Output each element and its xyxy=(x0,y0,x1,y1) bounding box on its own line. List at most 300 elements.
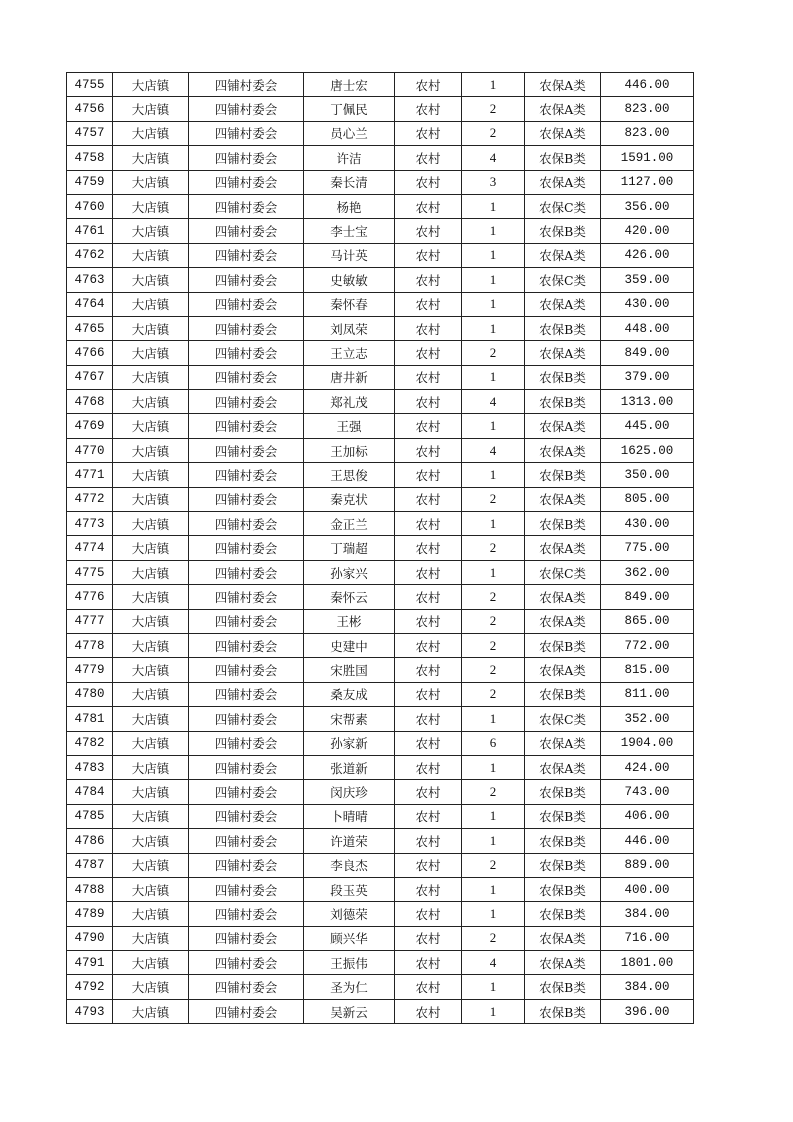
household-type-cell: 农村 xyxy=(395,390,462,414)
household-size-cell: 1 xyxy=(462,292,525,316)
town-cell: 大店镇 xyxy=(113,902,189,926)
amount-cell: 406.00 xyxy=(601,804,694,828)
village-committee-cell: 四铺村委会 xyxy=(189,780,304,804)
village-committee-cell: 四铺村委会 xyxy=(189,585,304,609)
village-committee-cell: 四铺村委会 xyxy=(189,268,304,292)
name-cell: 金正兰 xyxy=(304,512,395,536)
household-type-cell: 农村 xyxy=(395,487,462,511)
insurance-category-cell: 农保B类 xyxy=(525,365,601,389)
insurance-category-cell: 农保A类 xyxy=(525,951,601,975)
household-size-cell: 2 xyxy=(462,487,525,511)
village-committee-cell: 四铺村委会 xyxy=(189,536,304,560)
table-row xyxy=(67,292,694,316)
insurance-category-cell: 农保A类 xyxy=(525,341,601,365)
town-cell: 大店镇 xyxy=(113,755,189,779)
table-row xyxy=(67,414,694,438)
serial-number-cell: 4755 xyxy=(67,73,113,97)
town-cell: 大店镇 xyxy=(113,97,189,121)
serial-number-cell: 4770 xyxy=(67,438,113,462)
amount-cell: 352.00 xyxy=(601,707,694,731)
household-size-cell: 2 xyxy=(462,780,525,804)
town-cell: 大店镇 xyxy=(113,853,189,877)
amount-cell: 430.00 xyxy=(601,292,694,316)
insurance-category-cell: 农保C类 xyxy=(525,560,601,584)
insurance-category-cell: 农保A类 xyxy=(525,97,601,121)
amount-cell: 445.00 xyxy=(601,414,694,438)
insurance-category-cell: 农保C类 xyxy=(525,268,601,292)
town-cell: 大店镇 xyxy=(113,194,189,218)
insurance-category-cell: 农保A类 xyxy=(525,585,601,609)
town-cell: 大店镇 xyxy=(113,316,189,340)
table-row xyxy=(67,999,694,1023)
table-row xyxy=(67,877,694,901)
town-cell: 大店镇 xyxy=(113,438,189,462)
serial-number-cell: 4761 xyxy=(67,219,113,243)
household-size-cell: 1 xyxy=(462,755,525,779)
insurance-category-cell: 农保B类 xyxy=(525,853,601,877)
table-row xyxy=(67,658,694,682)
insurance-category-cell: 农保A类 xyxy=(525,609,601,633)
village-committee-cell: 四铺村委会 xyxy=(189,902,304,926)
household-type-cell: 农村 xyxy=(395,755,462,779)
insurance-category-cell: 农保B类 xyxy=(525,829,601,853)
household-size-cell: 1 xyxy=(462,902,525,926)
table-row xyxy=(67,365,694,389)
village-committee-cell: 四铺村委会 xyxy=(189,292,304,316)
insurance-category-cell: 农保A类 xyxy=(525,536,601,560)
name-cell: 员心兰 xyxy=(304,121,395,145)
name-cell: 史敏敏 xyxy=(304,268,395,292)
village-committee-cell: 四铺村委会 xyxy=(189,829,304,853)
table-row xyxy=(67,219,694,243)
serial-number-cell: 4767 xyxy=(67,365,113,389)
amount-cell: 1127.00 xyxy=(601,170,694,194)
town-cell: 大店镇 xyxy=(113,341,189,365)
town-cell: 大店镇 xyxy=(113,658,189,682)
village-committee-cell: 四铺村委会 xyxy=(189,804,304,828)
household-type-cell: 农村 xyxy=(395,438,462,462)
household-type-cell: 农村 xyxy=(395,658,462,682)
village-committee-cell: 四铺村委会 xyxy=(189,560,304,584)
name-cell: 孙家兴 xyxy=(304,560,395,584)
town-cell: 大店镇 xyxy=(113,731,189,755)
amount-cell: 362.00 xyxy=(601,560,694,584)
insurance-category-cell: 农保A类 xyxy=(525,926,601,950)
table-row xyxy=(67,146,694,170)
insurance-category-cell: 农保A类 xyxy=(525,438,601,462)
table-row xyxy=(67,438,694,462)
name-cell: 吴新云 xyxy=(304,999,395,1023)
village-committee-cell: 四铺村委会 xyxy=(189,390,304,414)
serial-number-cell: 4775 xyxy=(67,560,113,584)
town-cell: 大店镇 xyxy=(113,926,189,950)
household-type-cell: 农村 xyxy=(395,829,462,853)
name-cell: 宋帮素 xyxy=(304,707,395,731)
table-row xyxy=(67,975,694,999)
name-cell: 李士宝 xyxy=(304,219,395,243)
serial-number-cell: 4790 xyxy=(67,926,113,950)
household-size-cell: 4 xyxy=(462,951,525,975)
amount-cell: 1801.00 xyxy=(601,951,694,975)
household-type-cell: 农村 xyxy=(395,902,462,926)
name-cell: 丁瑞超 xyxy=(304,536,395,560)
serial-number-cell: 4771 xyxy=(67,463,113,487)
table-row xyxy=(67,585,694,609)
town-cell: 大店镇 xyxy=(113,146,189,170)
household-type-cell: 农村 xyxy=(395,146,462,170)
household-size-cell: 2 xyxy=(462,926,525,950)
name-cell: 秦克状 xyxy=(304,487,395,511)
name-cell: 王立志 xyxy=(304,341,395,365)
serial-number-cell: 4778 xyxy=(67,633,113,657)
amount-cell: 430.00 xyxy=(601,512,694,536)
household-size-cell: 1 xyxy=(462,365,525,389)
village-committee-cell: 四铺村委会 xyxy=(189,414,304,438)
insurance-category-cell: 农保B类 xyxy=(525,682,601,706)
serial-number-cell: 4766 xyxy=(67,341,113,365)
table-row xyxy=(67,707,694,731)
village-committee-cell: 四铺村委会 xyxy=(189,487,304,511)
household-type-cell: 农村 xyxy=(395,926,462,950)
household-type-cell: 农村 xyxy=(395,731,462,755)
serial-number-cell: 4789 xyxy=(67,902,113,926)
amount-cell: 1313.00 xyxy=(601,390,694,414)
name-cell: 秦怀云 xyxy=(304,585,395,609)
serial-number-cell: 4781 xyxy=(67,707,113,731)
amount-cell: 420.00 xyxy=(601,219,694,243)
name-cell: 马计英 xyxy=(304,243,395,267)
name-cell: 宋胜国 xyxy=(304,658,395,682)
household-size-cell: 2 xyxy=(462,341,525,365)
village-committee-cell: 四铺村委会 xyxy=(189,365,304,389)
insurance-category-cell: 农保A类 xyxy=(525,73,601,97)
household-type-cell: 农村 xyxy=(395,804,462,828)
household-type-cell: 农村 xyxy=(395,170,462,194)
serial-number-cell: 4784 xyxy=(67,780,113,804)
name-cell: 顾兴华 xyxy=(304,926,395,950)
town-cell: 大店镇 xyxy=(113,975,189,999)
village-committee-cell: 四铺村委会 xyxy=(189,463,304,487)
household-type-cell: 农村 xyxy=(395,682,462,706)
amount-cell: 716.00 xyxy=(601,926,694,950)
amount-cell: 400.00 xyxy=(601,877,694,901)
name-cell: 丁佩民 xyxy=(304,97,395,121)
insurance-category-cell: 农保B类 xyxy=(525,390,601,414)
serial-number-cell: 4777 xyxy=(67,609,113,633)
table-row xyxy=(67,243,694,267)
serial-number-cell: 4768 xyxy=(67,390,113,414)
household-size-cell: 1 xyxy=(462,414,525,438)
amount-cell: 772.00 xyxy=(601,633,694,657)
serial-number-cell: 4764 xyxy=(67,292,113,316)
serial-number-cell: 4776 xyxy=(67,585,113,609)
name-cell: 刘德荣 xyxy=(304,902,395,926)
serial-number-cell: 4756 xyxy=(67,97,113,121)
household-type-cell: 农村 xyxy=(395,194,462,218)
document-page xyxy=(66,72,694,1024)
household-size-cell: 2 xyxy=(462,633,525,657)
amount-cell: 805.00 xyxy=(601,487,694,511)
insurance-category-cell: 农保B类 xyxy=(525,463,601,487)
household-type-cell: 农村 xyxy=(395,780,462,804)
name-cell: 桑友成 xyxy=(304,682,395,706)
village-committee-cell: 四铺村委会 xyxy=(189,707,304,731)
village-committee-cell: 四铺村委会 xyxy=(189,121,304,145)
household-type-cell: 农村 xyxy=(395,951,462,975)
name-cell: 李良杰 xyxy=(304,853,395,877)
table-row xyxy=(67,194,694,218)
village-committee-cell: 四铺村委会 xyxy=(189,633,304,657)
town-cell: 大店镇 xyxy=(113,877,189,901)
serial-number-cell: 4788 xyxy=(67,877,113,901)
name-cell: 许洁 xyxy=(304,146,395,170)
table-row xyxy=(67,390,694,414)
table-row xyxy=(67,926,694,950)
town-cell: 大店镇 xyxy=(113,512,189,536)
serial-number-cell: 4787 xyxy=(67,853,113,877)
table-row xyxy=(67,829,694,853)
table-row xyxy=(67,536,694,560)
serial-number-cell: 4773 xyxy=(67,512,113,536)
village-committee-cell: 四铺村委会 xyxy=(189,999,304,1023)
amount-cell: 426.00 xyxy=(601,243,694,267)
amount-cell: 811.00 xyxy=(601,682,694,706)
name-cell: 刘凤荣 xyxy=(304,316,395,340)
serial-number-cell: 4783 xyxy=(67,755,113,779)
amount-cell: 889.00 xyxy=(601,853,694,877)
insurance-category-cell: 农保C类 xyxy=(525,194,601,218)
name-cell: 杨艳 xyxy=(304,194,395,218)
amount-cell: 775.00 xyxy=(601,536,694,560)
insurance-category-cell: 农保B类 xyxy=(525,512,601,536)
table-row xyxy=(67,682,694,706)
serial-number-cell: 4793 xyxy=(67,999,113,1023)
household-size-cell: 4 xyxy=(462,146,525,170)
household-size-cell: 1 xyxy=(462,999,525,1023)
town-cell: 大店镇 xyxy=(113,414,189,438)
name-cell: 王振伟 xyxy=(304,951,395,975)
village-committee-cell: 四铺村委会 xyxy=(189,194,304,218)
serial-number-cell: 4786 xyxy=(67,829,113,853)
village-committee-cell: 四铺村委会 xyxy=(189,682,304,706)
town-cell: 大店镇 xyxy=(113,609,189,633)
insurance-category-cell: 农保B类 xyxy=(525,804,601,828)
name-cell: 卜晴晴 xyxy=(304,804,395,828)
name-cell: 唐井新 xyxy=(304,365,395,389)
insurance-category-cell: 农保B类 xyxy=(525,633,601,657)
amount-cell: 448.00 xyxy=(601,316,694,340)
serial-number-cell: 4782 xyxy=(67,731,113,755)
serial-number-cell: 4758 xyxy=(67,146,113,170)
insurance-category-cell: 农保A类 xyxy=(525,292,601,316)
amount-cell: 446.00 xyxy=(601,73,694,97)
amount-cell: 384.00 xyxy=(601,902,694,926)
serial-number-cell: 4757 xyxy=(67,121,113,145)
town-cell: 大店镇 xyxy=(113,365,189,389)
serial-number-cell: 4759 xyxy=(67,170,113,194)
insurance-category-cell: 农保B类 xyxy=(525,146,601,170)
household-size-cell: 2 xyxy=(462,658,525,682)
household-size-cell: 4 xyxy=(462,390,525,414)
insurance-category-cell: 农保A类 xyxy=(525,243,601,267)
table-row xyxy=(67,463,694,487)
household-type-cell: 农村 xyxy=(395,414,462,438)
household-size-cell: 1 xyxy=(462,512,525,536)
household-size-cell: 4 xyxy=(462,438,525,462)
household-type-cell: 农村 xyxy=(395,536,462,560)
household-type-cell: 农村 xyxy=(395,512,462,536)
amount-cell: 384.00 xyxy=(601,975,694,999)
household-type-cell: 农村 xyxy=(395,121,462,145)
insurance-category-cell: 农保C类 xyxy=(525,707,601,731)
table-row xyxy=(67,780,694,804)
household-type-cell: 农村 xyxy=(395,633,462,657)
village-committee-cell: 四铺村委会 xyxy=(189,755,304,779)
town-cell: 大店镇 xyxy=(113,243,189,267)
household-size-cell: 1 xyxy=(462,316,525,340)
household-size-cell: 1 xyxy=(462,268,525,292)
name-cell: 闵庆珍 xyxy=(304,780,395,804)
amount-cell: 815.00 xyxy=(601,658,694,682)
village-committee-cell: 四铺村委会 xyxy=(189,438,304,462)
serial-number-cell: 4779 xyxy=(67,658,113,682)
name-cell: 史建中 xyxy=(304,633,395,657)
amount-cell: 849.00 xyxy=(601,341,694,365)
household-type-cell: 农村 xyxy=(395,999,462,1023)
village-committee-cell: 四铺村委会 xyxy=(189,877,304,901)
table-row xyxy=(67,512,694,536)
village-committee-cell: 四铺村委会 xyxy=(189,97,304,121)
town-cell: 大店镇 xyxy=(113,73,189,97)
household-type-cell: 农村 xyxy=(395,877,462,901)
table-row xyxy=(67,316,694,340)
amount-cell: 396.00 xyxy=(601,999,694,1023)
household-type-cell: 农村 xyxy=(395,975,462,999)
town-cell: 大店镇 xyxy=(113,121,189,145)
village-committee-cell: 四铺村委会 xyxy=(189,146,304,170)
village-committee-cell: 四铺村委会 xyxy=(189,609,304,633)
household-size-cell: 1 xyxy=(462,804,525,828)
household-size-cell: 6 xyxy=(462,731,525,755)
table-row xyxy=(67,853,694,877)
household-size-cell: 1 xyxy=(462,975,525,999)
household-type-cell: 农村 xyxy=(395,292,462,316)
household-type-cell: 农村 xyxy=(395,560,462,584)
town-cell: 大店镇 xyxy=(113,999,189,1023)
table-row xyxy=(67,755,694,779)
name-cell: 郑礼茂 xyxy=(304,390,395,414)
serial-number-cell: 4791 xyxy=(67,951,113,975)
household-size-cell: 3 xyxy=(462,170,525,194)
serial-number-cell: 4772 xyxy=(67,487,113,511)
village-committee-cell: 四铺村委会 xyxy=(189,658,304,682)
town-cell: 大店镇 xyxy=(113,829,189,853)
amount-cell: 1591.00 xyxy=(601,146,694,170)
table-row xyxy=(67,487,694,511)
household-type-cell: 农村 xyxy=(395,219,462,243)
amount-cell: 865.00 xyxy=(601,609,694,633)
village-committee-cell: 四铺村委会 xyxy=(189,316,304,340)
insurance-category-cell: 农保A类 xyxy=(525,121,601,145)
table-row xyxy=(67,121,694,145)
insurance-category-cell: 农保A类 xyxy=(525,170,601,194)
household-type-cell: 农村 xyxy=(395,707,462,731)
insurance-category-cell: 农保B类 xyxy=(525,877,601,901)
table-row xyxy=(67,902,694,926)
name-cell: 秦怀春 xyxy=(304,292,395,316)
amount-cell: 446.00 xyxy=(601,829,694,853)
town-cell: 大店镇 xyxy=(113,585,189,609)
name-cell: 圣为仁 xyxy=(304,975,395,999)
village-committee-cell: 四铺村委会 xyxy=(189,243,304,267)
household-size-cell: 2 xyxy=(462,585,525,609)
household-size-cell: 2 xyxy=(462,97,525,121)
amount-cell: 1904.00 xyxy=(601,731,694,755)
name-cell: 王思俊 xyxy=(304,463,395,487)
household-size-cell: 1 xyxy=(462,194,525,218)
town-cell: 大店镇 xyxy=(113,951,189,975)
insurance-category-cell: 农保A类 xyxy=(525,487,601,511)
town-cell: 大店镇 xyxy=(113,170,189,194)
village-committee-cell: 四铺村委会 xyxy=(189,170,304,194)
name-cell: 王彬 xyxy=(304,609,395,633)
amount-cell: 424.00 xyxy=(601,755,694,779)
serial-number-cell: 4765 xyxy=(67,316,113,340)
amount-cell: 823.00 xyxy=(601,121,694,145)
table-row xyxy=(67,97,694,121)
household-size-cell: 1 xyxy=(462,707,525,731)
town-cell: 大店镇 xyxy=(113,682,189,706)
village-committee-cell: 四铺村委会 xyxy=(189,341,304,365)
village-committee-cell: 四铺村委会 xyxy=(189,853,304,877)
amount-cell: 1625.00 xyxy=(601,438,694,462)
household-type-cell: 农村 xyxy=(395,73,462,97)
town-cell: 大店镇 xyxy=(113,536,189,560)
amount-cell: 359.00 xyxy=(601,268,694,292)
household-size-cell: 1 xyxy=(462,560,525,584)
household-size-cell: 1 xyxy=(462,829,525,853)
insurance-category-cell: 农保A类 xyxy=(525,731,601,755)
amount-cell: 350.00 xyxy=(601,463,694,487)
household-size-cell: 2 xyxy=(462,609,525,633)
village-committee-cell: 四铺村委会 xyxy=(189,975,304,999)
table-row xyxy=(67,609,694,633)
town-cell: 大店镇 xyxy=(113,463,189,487)
household-size-cell: 2 xyxy=(462,682,525,706)
insurance-category-cell: 农保B类 xyxy=(525,999,601,1023)
table-row xyxy=(67,804,694,828)
household-type-cell: 农村 xyxy=(395,365,462,389)
household-type-cell: 农村 xyxy=(395,853,462,877)
table-row xyxy=(67,731,694,755)
household-type-cell: 农村 xyxy=(395,341,462,365)
village-committee-cell: 四铺村委会 xyxy=(189,512,304,536)
name-cell: 张道新 xyxy=(304,755,395,779)
household-size-cell: 2 xyxy=(462,121,525,145)
table-row xyxy=(67,951,694,975)
amount-cell: 356.00 xyxy=(601,194,694,218)
amount-cell: 379.00 xyxy=(601,365,694,389)
town-cell: 大店镇 xyxy=(113,707,189,731)
village-committee-cell: 四铺村委会 xyxy=(189,731,304,755)
household-type-cell: 农村 xyxy=(395,316,462,340)
household-size-cell: 1 xyxy=(462,463,525,487)
household-type-cell: 农村 xyxy=(395,243,462,267)
village-committee-cell: 四铺村委会 xyxy=(189,951,304,975)
serial-number-cell: 4780 xyxy=(67,682,113,706)
town-cell: 大店镇 xyxy=(113,390,189,414)
table-row xyxy=(67,341,694,365)
